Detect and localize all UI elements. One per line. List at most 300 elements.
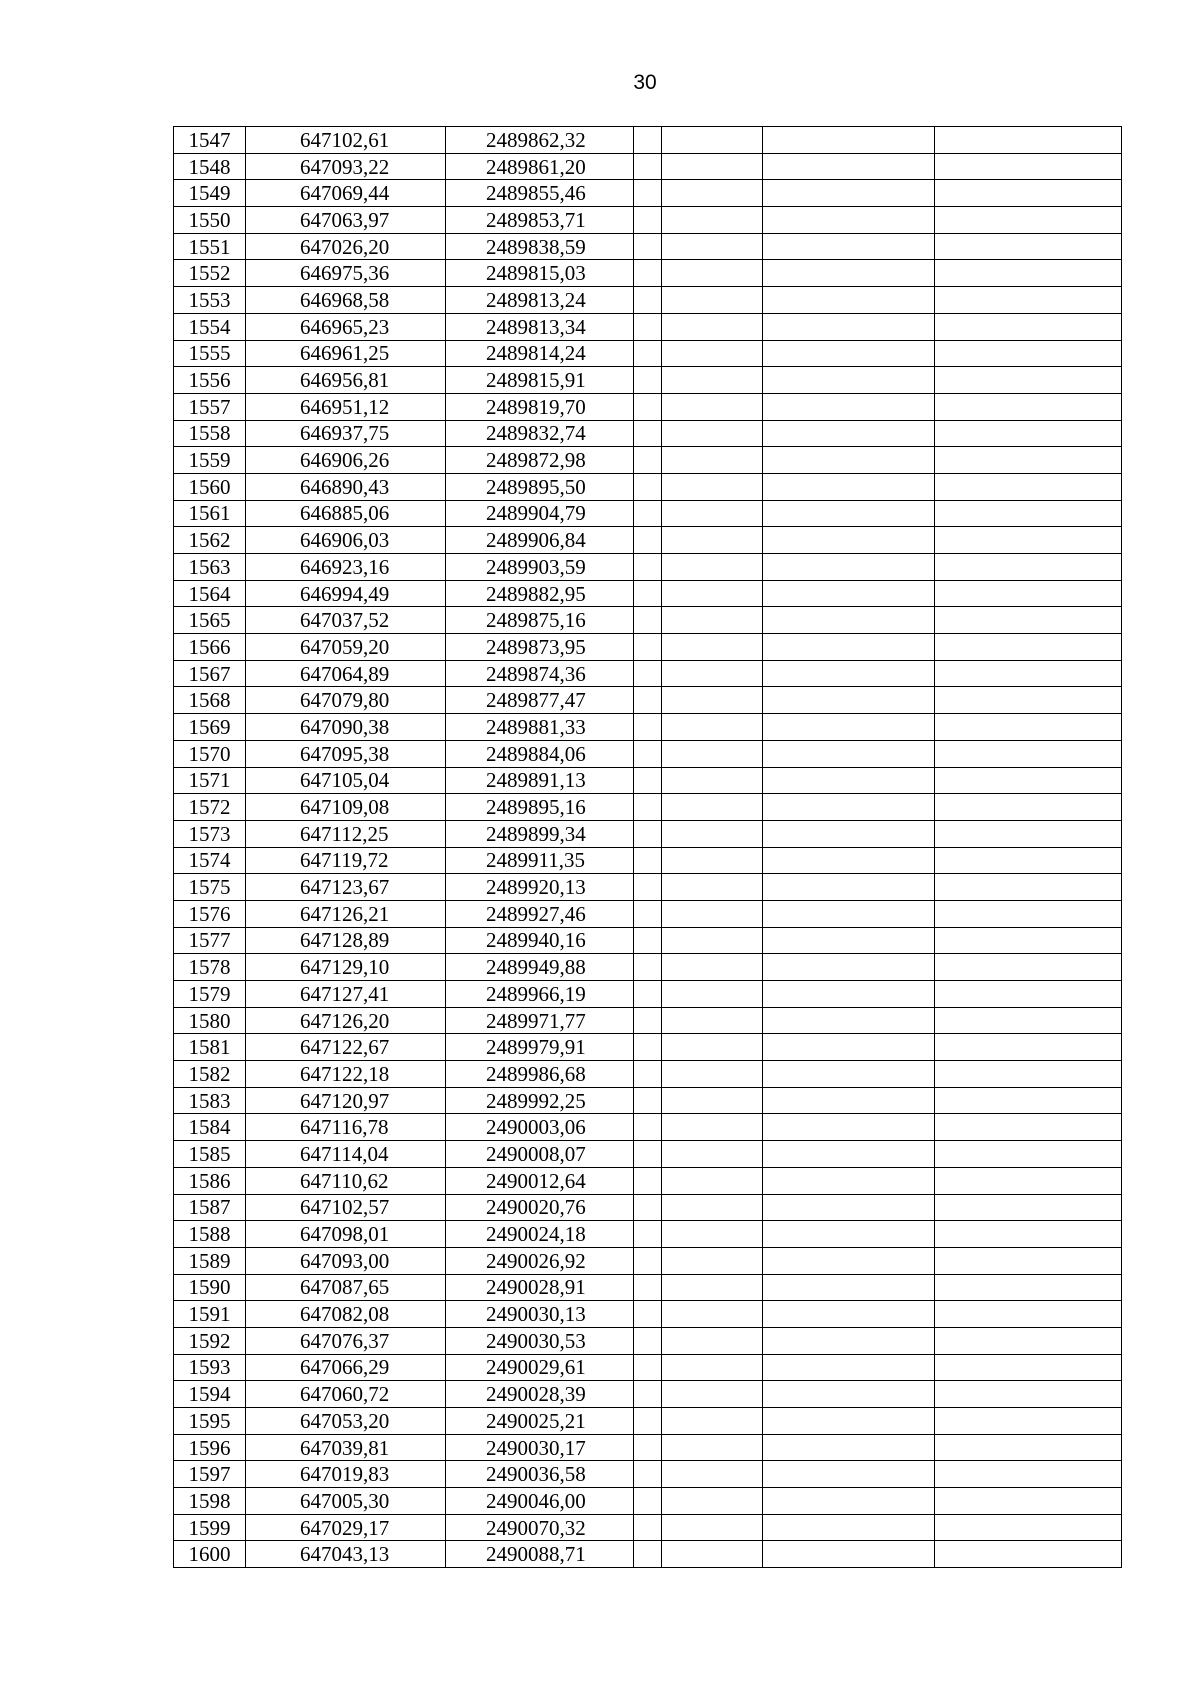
empty-cell-col-5: [662, 420, 763, 447]
empty-cell-col-5: [662, 287, 763, 314]
empty-cell-col-6: [763, 527, 935, 554]
empty-cell-col-5: [662, 1327, 763, 1354]
table-row: [174, 1461, 1122, 1488]
empty-cell-col-6: [763, 740, 935, 767]
x-coordinate-cell: 646885,06: [246, 500, 446, 527]
point-number-cell: 1583: [174, 1087, 246, 1114]
point-number-cell: 1584: [174, 1114, 246, 1141]
table-row: [174, 260, 1122, 287]
empty-cell-col-6: [763, 607, 935, 634]
empty-cell-col-5: [662, 447, 763, 474]
y-coordinate-cell: 2489949,88: [446, 954, 634, 981]
y-coordinate-cell: 2489814,24: [446, 340, 634, 367]
empty-cell-col-5: [662, 500, 763, 527]
x-coordinate-cell: 647066,29: [246, 1354, 446, 1381]
table-row: [174, 180, 1122, 207]
empty-cell-col-7: [935, 554, 1122, 581]
y-coordinate-cell: 2489903,59: [446, 554, 634, 581]
empty-cell-col-6: [763, 367, 935, 394]
point-number-cell: 1565: [174, 607, 246, 634]
empty-cell-col-6: [763, 714, 935, 741]
empty-cell-col-6: [763, 340, 935, 367]
empty-cell-col-5: [662, 580, 763, 607]
empty-cell-col-7: [935, 1327, 1122, 1354]
x-coordinate-cell: 647127,41: [246, 981, 446, 1008]
empty-cell-col-7: [935, 927, 1122, 954]
x-coordinate-cell: 647039,81: [246, 1434, 446, 1461]
empty-cell-col-4: [634, 1461, 662, 1488]
y-coordinate-cell: 2489895,50: [446, 473, 634, 500]
x-coordinate-cell: 647069,44: [246, 180, 446, 207]
x-coordinate-cell: 646968,58: [246, 287, 446, 314]
empty-cell-col-6: [763, 554, 935, 581]
empty-cell-col-5: [662, 660, 763, 687]
table-row: [174, 1408, 1122, 1435]
y-coordinate-cell: 2490030,13: [446, 1301, 634, 1328]
empty-cell-col-7: [935, 740, 1122, 767]
x-coordinate-cell: 647053,20: [246, 1408, 446, 1435]
x-coordinate-cell: 646961,25: [246, 340, 446, 367]
empty-cell-col-5: [662, 1408, 763, 1435]
empty-cell-col-4: [634, 1301, 662, 1328]
empty-cell-col-7: [935, 634, 1122, 661]
empty-cell-col-4: [634, 1034, 662, 1061]
x-coordinate-cell: 646951,12: [246, 393, 446, 420]
empty-cell-col-6: [763, 1007, 935, 1034]
page-number: 30: [633, 71, 657, 94]
empty-cell-col-4: [634, 1274, 662, 1301]
y-coordinate-cell: 2489874,36: [446, 660, 634, 687]
empty-cell-col-4: [634, 1514, 662, 1541]
y-coordinate-cell: 2490029,61: [446, 1354, 634, 1381]
y-coordinate-cell: 2489877,47: [446, 687, 634, 714]
empty-cell-col-7: [935, 393, 1122, 420]
y-coordinate-cell: 2490026,92: [446, 1247, 634, 1274]
empty-cell-col-5: [662, 127, 763, 154]
empty-cell-col-4: [634, 660, 662, 687]
y-coordinate-cell: 2489927,46: [446, 900, 634, 927]
point-number-cell: 1559: [174, 447, 246, 474]
empty-cell-col-7: [935, 153, 1122, 180]
empty-cell-col-6: [763, 447, 935, 474]
empty-cell-col-4: [634, 1194, 662, 1221]
empty-cell-col-7: [935, 1061, 1122, 1088]
point-number-cell: 1557: [174, 393, 246, 420]
empty-cell-col-7: [935, 1194, 1122, 1221]
empty-cell-col-6: [763, 260, 935, 287]
empty-cell-col-7: [935, 287, 1122, 314]
y-coordinate-cell: 2490070,32: [446, 1514, 634, 1541]
empty-cell-col-4: [634, 1007, 662, 1034]
empty-cell-col-7: [935, 1354, 1122, 1381]
empty-cell-col-7: [935, 420, 1122, 447]
y-coordinate-cell: 2489895,16: [446, 794, 634, 821]
empty-cell-col-5: [662, 740, 763, 767]
empty-cell-col-5: [662, 1381, 763, 1408]
x-coordinate-cell: 647063,97: [246, 207, 446, 234]
point-number-cell: 1595: [174, 1408, 246, 1435]
y-coordinate-cell: 2489971,77: [446, 1007, 634, 1034]
x-coordinate-cell: 647128,89: [246, 927, 446, 954]
x-coordinate-cell: 647126,20: [246, 1007, 446, 1034]
x-coordinate-cell: 647098,01: [246, 1221, 446, 1248]
table-row: [174, 367, 1122, 394]
empty-cell-col-4: [634, 153, 662, 180]
empty-cell-col-7: [935, 233, 1122, 260]
empty-cell-col-4: [634, 767, 662, 794]
empty-cell-col-6: [763, 500, 935, 527]
y-coordinate-cell: 2489992,25: [446, 1087, 634, 1114]
table-row: [174, 634, 1122, 661]
table-row: [174, 420, 1122, 447]
y-coordinate-cell: 2490030,17: [446, 1434, 634, 1461]
table-row: [174, 794, 1122, 821]
y-coordinate-cell: 2489813,34: [446, 313, 634, 340]
x-coordinate-cell: 647059,20: [246, 634, 446, 661]
empty-cell-col-5: [662, 233, 763, 260]
point-number-cell: 1567: [174, 660, 246, 687]
empty-cell-col-4: [634, 714, 662, 741]
point-number-cell: 1580: [174, 1007, 246, 1034]
empty-cell-col-4: [634, 1408, 662, 1435]
empty-cell-col-6: [763, 1087, 935, 1114]
table-row: [174, 767, 1122, 794]
empty-cell-col-7: [935, 607, 1122, 634]
table-row: [174, 1327, 1122, 1354]
empty-cell-col-6: [763, 1434, 935, 1461]
x-coordinate-cell: 647105,04: [246, 767, 446, 794]
empty-cell-col-7: [935, 127, 1122, 154]
x-coordinate-cell: 647102,57: [246, 1194, 446, 1221]
empty-cell-col-6: [763, 1034, 935, 1061]
x-coordinate-cell: 647043,13: [246, 1541, 446, 1568]
point-number-cell: 1591: [174, 1301, 246, 1328]
point-number-cell: 1587: [174, 1194, 246, 1221]
empty-cell-col-5: [662, 900, 763, 927]
y-coordinate-cell: 2489979,91: [446, 1034, 634, 1061]
y-coordinate-cell: 2490003,06: [446, 1114, 634, 1141]
empty-cell-col-6: [763, 1381, 935, 1408]
empty-cell-col-7: [935, 1381, 1122, 1408]
empty-cell-col-5: [662, 260, 763, 287]
empty-cell-col-5: [662, 794, 763, 821]
empty-cell-col-6: [763, 687, 935, 714]
table-row: [174, 981, 1122, 1008]
empty-cell-col-6: [763, 1274, 935, 1301]
empty-cell-col-4: [634, 1087, 662, 1114]
empty-cell-col-5: [662, 1488, 763, 1515]
empty-cell-col-7: [935, 260, 1122, 287]
table-row: [174, 927, 1122, 954]
table-row: [174, 207, 1122, 234]
empty-cell-col-7: [935, 180, 1122, 207]
empty-cell-col-5: [662, 393, 763, 420]
empty-cell-col-4: [634, 1167, 662, 1194]
point-number-cell: 1588: [174, 1221, 246, 1248]
table-row: [174, 1381, 1122, 1408]
empty-cell-col-7: [935, 207, 1122, 234]
empty-cell-col-5: [662, 687, 763, 714]
empty-cell-col-7: [935, 580, 1122, 607]
x-coordinate-cell: 646994,49: [246, 580, 446, 607]
x-coordinate-cell: 647087,65: [246, 1274, 446, 1301]
empty-cell-col-7: [935, 1007, 1122, 1034]
empty-cell-col-4: [634, 233, 662, 260]
empty-cell-col-5: [662, 981, 763, 1008]
empty-cell-col-4: [634, 847, 662, 874]
empty-cell-col-6: [763, 847, 935, 874]
y-coordinate-cell: 2490088,71: [446, 1541, 634, 1568]
empty-cell-col-4: [634, 207, 662, 234]
x-coordinate-cell: 647116,78: [246, 1114, 446, 1141]
y-coordinate-cell: 2489904,79: [446, 500, 634, 527]
empty-cell-col-7: [935, 1034, 1122, 1061]
empty-cell-col-4: [634, 981, 662, 1008]
empty-cell-col-7: [935, 767, 1122, 794]
y-coordinate-cell: 2489940,16: [446, 927, 634, 954]
table-row: [174, 1301, 1122, 1328]
empty-cell-col-4: [634, 634, 662, 661]
y-coordinate-cell: 2489855,46: [446, 180, 634, 207]
empty-cell-col-6: [763, 900, 935, 927]
x-coordinate-cell: 647095,38: [246, 740, 446, 767]
empty-cell-col-6: [763, 1061, 935, 1088]
empty-cell-col-4: [634, 1381, 662, 1408]
empty-cell-col-5: [662, 1087, 763, 1114]
y-coordinate-cell: 2490028,91: [446, 1274, 634, 1301]
empty-cell-col-7: [935, 1541, 1122, 1568]
y-coordinate-cell: 2490008,07: [446, 1141, 634, 1168]
point-number-cell: 1585: [174, 1141, 246, 1168]
empty-cell-col-5: [662, 874, 763, 901]
x-coordinate-cell: 646975,36: [246, 260, 446, 287]
y-coordinate-cell: 2489819,70: [446, 393, 634, 420]
y-coordinate-cell: 2489872,98: [446, 447, 634, 474]
point-number-cell: 1577: [174, 927, 246, 954]
empty-cell-col-5: [662, 954, 763, 981]
empty-cell-col-6: [763, 393, 935, 420]
empty-cell-col-4: [634, 1061, 662, 1088]
x-coordinate-cell: 647114,04: [246, 1141, 446, 1168]
empty-cell-col-6: [763, 313, 935, 340]
empty-cell-col-6: [763, 127, 935, 154]
empty-cell-col-7: [935, 900, 1122, 927]
point-number-cell: 1560: [174, 473, 246, 500]
x-coordinate-cell: 647064,89: [246, 660, 446, 687]
point-number-cell: 1599: [174, 1514, 246, 1541]
point-number-cell: 1594: [174, 1381, 246, 1408]
empty-cell-col-7: [935, 874, 1122, 901]
x-coordinate-cell: 647110,62: [246, 1167, 446, 1194]
x-coordinate-cell: 647093,00: [246, 1247, 446, 1274]
empty-cell-col-4: [634, 607, 662, 634]
table-row: [174, 607, 1122, 634]
point-number-cell: 1586: [174, 1167, 246, 1194]
empty-cell-col-4: [634, 1114, 662, 1141]
empty-cell-col-6: [763, 153, 935, 180]
empty-cell-col-6: [763, 927, 935, 954]
empty-cell-col-7: [935, 1408, 1122, 1435]
y-coordinate-cell: 2490012,64: [446, 1167, 634, 1194]
empty-cell-col-7: [935, 1141, 1122, 1168]
point-number-cell: 1553: [174, 287, 246, 314]
point-number-cell: 1569: [174, 714, 246, 741]
empty-cell-col-7: [935, 660, 1122, 687]
x-coordinate-cell: 646937,75: [246, 420, 446, 447]
empty-cell-col-5: [662, 1461, 763, 1488]
y-coordinate-cell: 2489882,95: [446, 580, 634, 607]
empty-cell-col-4: [634, 527, 662, 554]
x-coordinate-cell: 647119,72: [246, 847, 446, 874]
x-coordinate-cell: 647122,18: [246, 1061, 446, 1088]
point-number-cell: 1579: [174, 981, 246, 1008]
x-coordinate-cell: 647026,20: [246, 233, 446, 260]
empty-cell-col-7: [935, 1087, 1122, 1114]
empty-cell-col-7: [935, 1114, 1122, 1141]
table-row: [174, 1434, 1122, 1461]
x-coordinate-cell: 647090,38: [246, 714, 446, 741]
empty-cell-col-4: [634, 127, 662, 154]
y-coordinate-cell: 2489832,74: [446, 420, 634, 447]
table-row: [174, 740, 1122, 767]
empty-cell-col-5: [662, 1301, 763, 1328]
table-row: [174, 1061, 1122, 1088]
x-coordinate-cell: 647123,67: [246, 874, 446, 901]
empty-cell-col-5: [662, 153, 763, 180]
empty-cell-col-7: [935, 1514, 1122, 1541]
empty-cell-col-4: [634, 1354, 662, 1381]
empty-cell-col-6: [763, 1354, 935, 1381]
table-row: [174, 1247, 1122, 1274]
empty-cell-col-4: [634, 1488, 662, 1515]
empty-cell-col-5: [662, 180, 763, 207]
table-row: [174, 820, 1122, 847]
x-coordinate-cell: 647079,80: [246, 687, 446, 714]
x-coordinate-cell: 647019,83: [246, 1461, 446, 1488]
y-coordinate-cell: 2490025,21: [446, 1408, 634, 1435]
empty-cell-col-5: [662, 1274, 763, 1301]
y-coordinate-cell: 2490046,00: [446, 1488, 634, 1515]
table-row: [174, 1488, 1122, 1515]
table-row: [174, 1141, 1122, 1168]
point-number-cell: 1568: [174, 687, 246, 714]
table-row: [174, 287, 1122, 314]
empty-cell-col-7: [935, 981, 1122, 1008]
y-coordinate-cell: 2489911,35: [446, 847, 634, 874]
empty-cell-col-5: [662, 527, 763, 554]
y-coordinate-cell: 2489853,71: [446, 207, 634, 234]
empty-cell-col-7: [935, 1167, 1122, 1194]
empty-cell-col-5: [662, 1247, 763, 1274]
table-row: [174, 1007, 1122, 1034]
empty-cell-col-5: [662, 767, 763, 794]
point-number-cell: 1576: [174, 900, 246, 927]
y-coordinate-cell: 2489906,84: [446, 527, 634, 554]
empty-cell-col-5: [662, 634, 763, 661]
empty-cell-col-4: [634, 313, 662, 340]
point-number-cell: 1561: [174, 500, 246, 527]
empty-cell-col-7: [935, 954, 1122, 981]
empty-cell-col-4: [634, 340, 662, 367]
empty-cell-col-4: [634, 1327, 662, 1354]
empty-cell-col-6: [763, 954, 935, 981]
empty-cell-col-4: [634, 1221, 662, 1248]
point-number-cell: 1547: [174, 127, 246, 154]
empty-cell-col-6: [763, 1221, 935, 1248]
empty-cell-col-7: [935, 500, 1122, 527]
point-number-cell: 1556: [174, 367, 246, 394]
empty-cell-col-5: [662, 1061, 763, 1088]
empty-cell-col-6: [763, 634, 935, 661]
table-row: [174, 554, 1122, 581]
point-number-cell: 1600: [174, 1541, 246, 1568]
table-row: [174, 954, 1122, 981]
x-coordinate-cell: 647093,22: [246, 153, 446, 180]
empty-cell-col-4: [634, 580, 662, 607]
y-coordinate-cell: 2490030,53: [446, 1327, 634, 1354]
empty-cell-col-7: [935, 1221, 1122, 1248]
y-coordinate-cell: 2489891,13: [446, 767, 634, 794]
empty-cell-col-5: [662, 820, 763, 847]
table-row: [174, 1514, 1122, 1541]
empty-cell-col-7: [935, 847, 1122, 874]
point-number-cell: 1598: [174, 1488, 246, 1515]
empty-cell-col-5: [662, 1034, 763, 1061]
table-row: [174, 714, 1122, 741]
point-number-cell: 1548: [174, 153, 246, 180]
table-body: [174, 127, 1122, 1568]
x-coordinate-cell: 646965,23: [246, 313, 446, 340]
empty-cell-col-4: [634, 740, 662, 767]
point-number-cell: 1552: [174, 260, 246, 287]
x-coordinate-cell: 647076,37: [246, 1327, 446, 1354]
empty-cell-col-4: [634, 367, 662, 394]
y-coordinate-cell: 2489899,34: [446, 820, 634, 847]
x-coordinate-cell: 647082,08: [246, 1301, 446, 1328]
point-number-cell: 1566: [174, 634, 246, 661]
y-coordinate-cell: 2489862,32: [446, 127, 634, 154]
empty-cell-col-5: [662, 714, 763, 741]
empty-cell-col-6: [763, 820, 935, 847]
empty-cell-col-5: [662, 927, 763, 954]
x-coordinate-cell: 646890,43: [246, 473, 446, 500]
y-coordinate-cell: 2489813,24: [446, 287, 634, 314]
table-row: [174, 127, 1122, 154]
empty-cell-col-5: [662, 607, 763, 634]
point-number-cell: 1563: [174, 554, 246, 581]
empty-cell-col-6: [763, 1301, 935, 1328]
point-number-cell: 1551: [174, 233, 246, 260]
table-row: [174, 393, 1122, 420]
empty-cell-col-7: [935, 340, 1122, 367]
table-row: [174, 1087, 1122, 1114]
empty-cell-col-5: [662, 1194, 763, 1221]
empty-cell-col-5: [662, 367, 763, 394]
empty-cell-col-5: [662, 554, 763, 581]
empty-cell-col-4: [634, 820, 662, 847]
empty-cell-col-6: [763, 180, 935, 207]
empty-cell-col-7: [935, 313, 1122, 340]
table-row: [174, 527, 1122, 554]
x-coordinate-cell: 646923,16: [246, 554, 446, 581]
table-row: [174, 340, 1122, 367]
x-coordinate-cell: 647126,21: [246, 900, 446, 927]
empty-cell-col-7: [935, 1461, 1122, 1488]
table-row: [174, 153, 1122, 180]
point-number-cell: 1592: [174, 1327, 246, 1354]
empty-cell-col-4: [634, 794, 662, 821]
point-number-cell: 1590: [174, 1274, 246, 1301]
